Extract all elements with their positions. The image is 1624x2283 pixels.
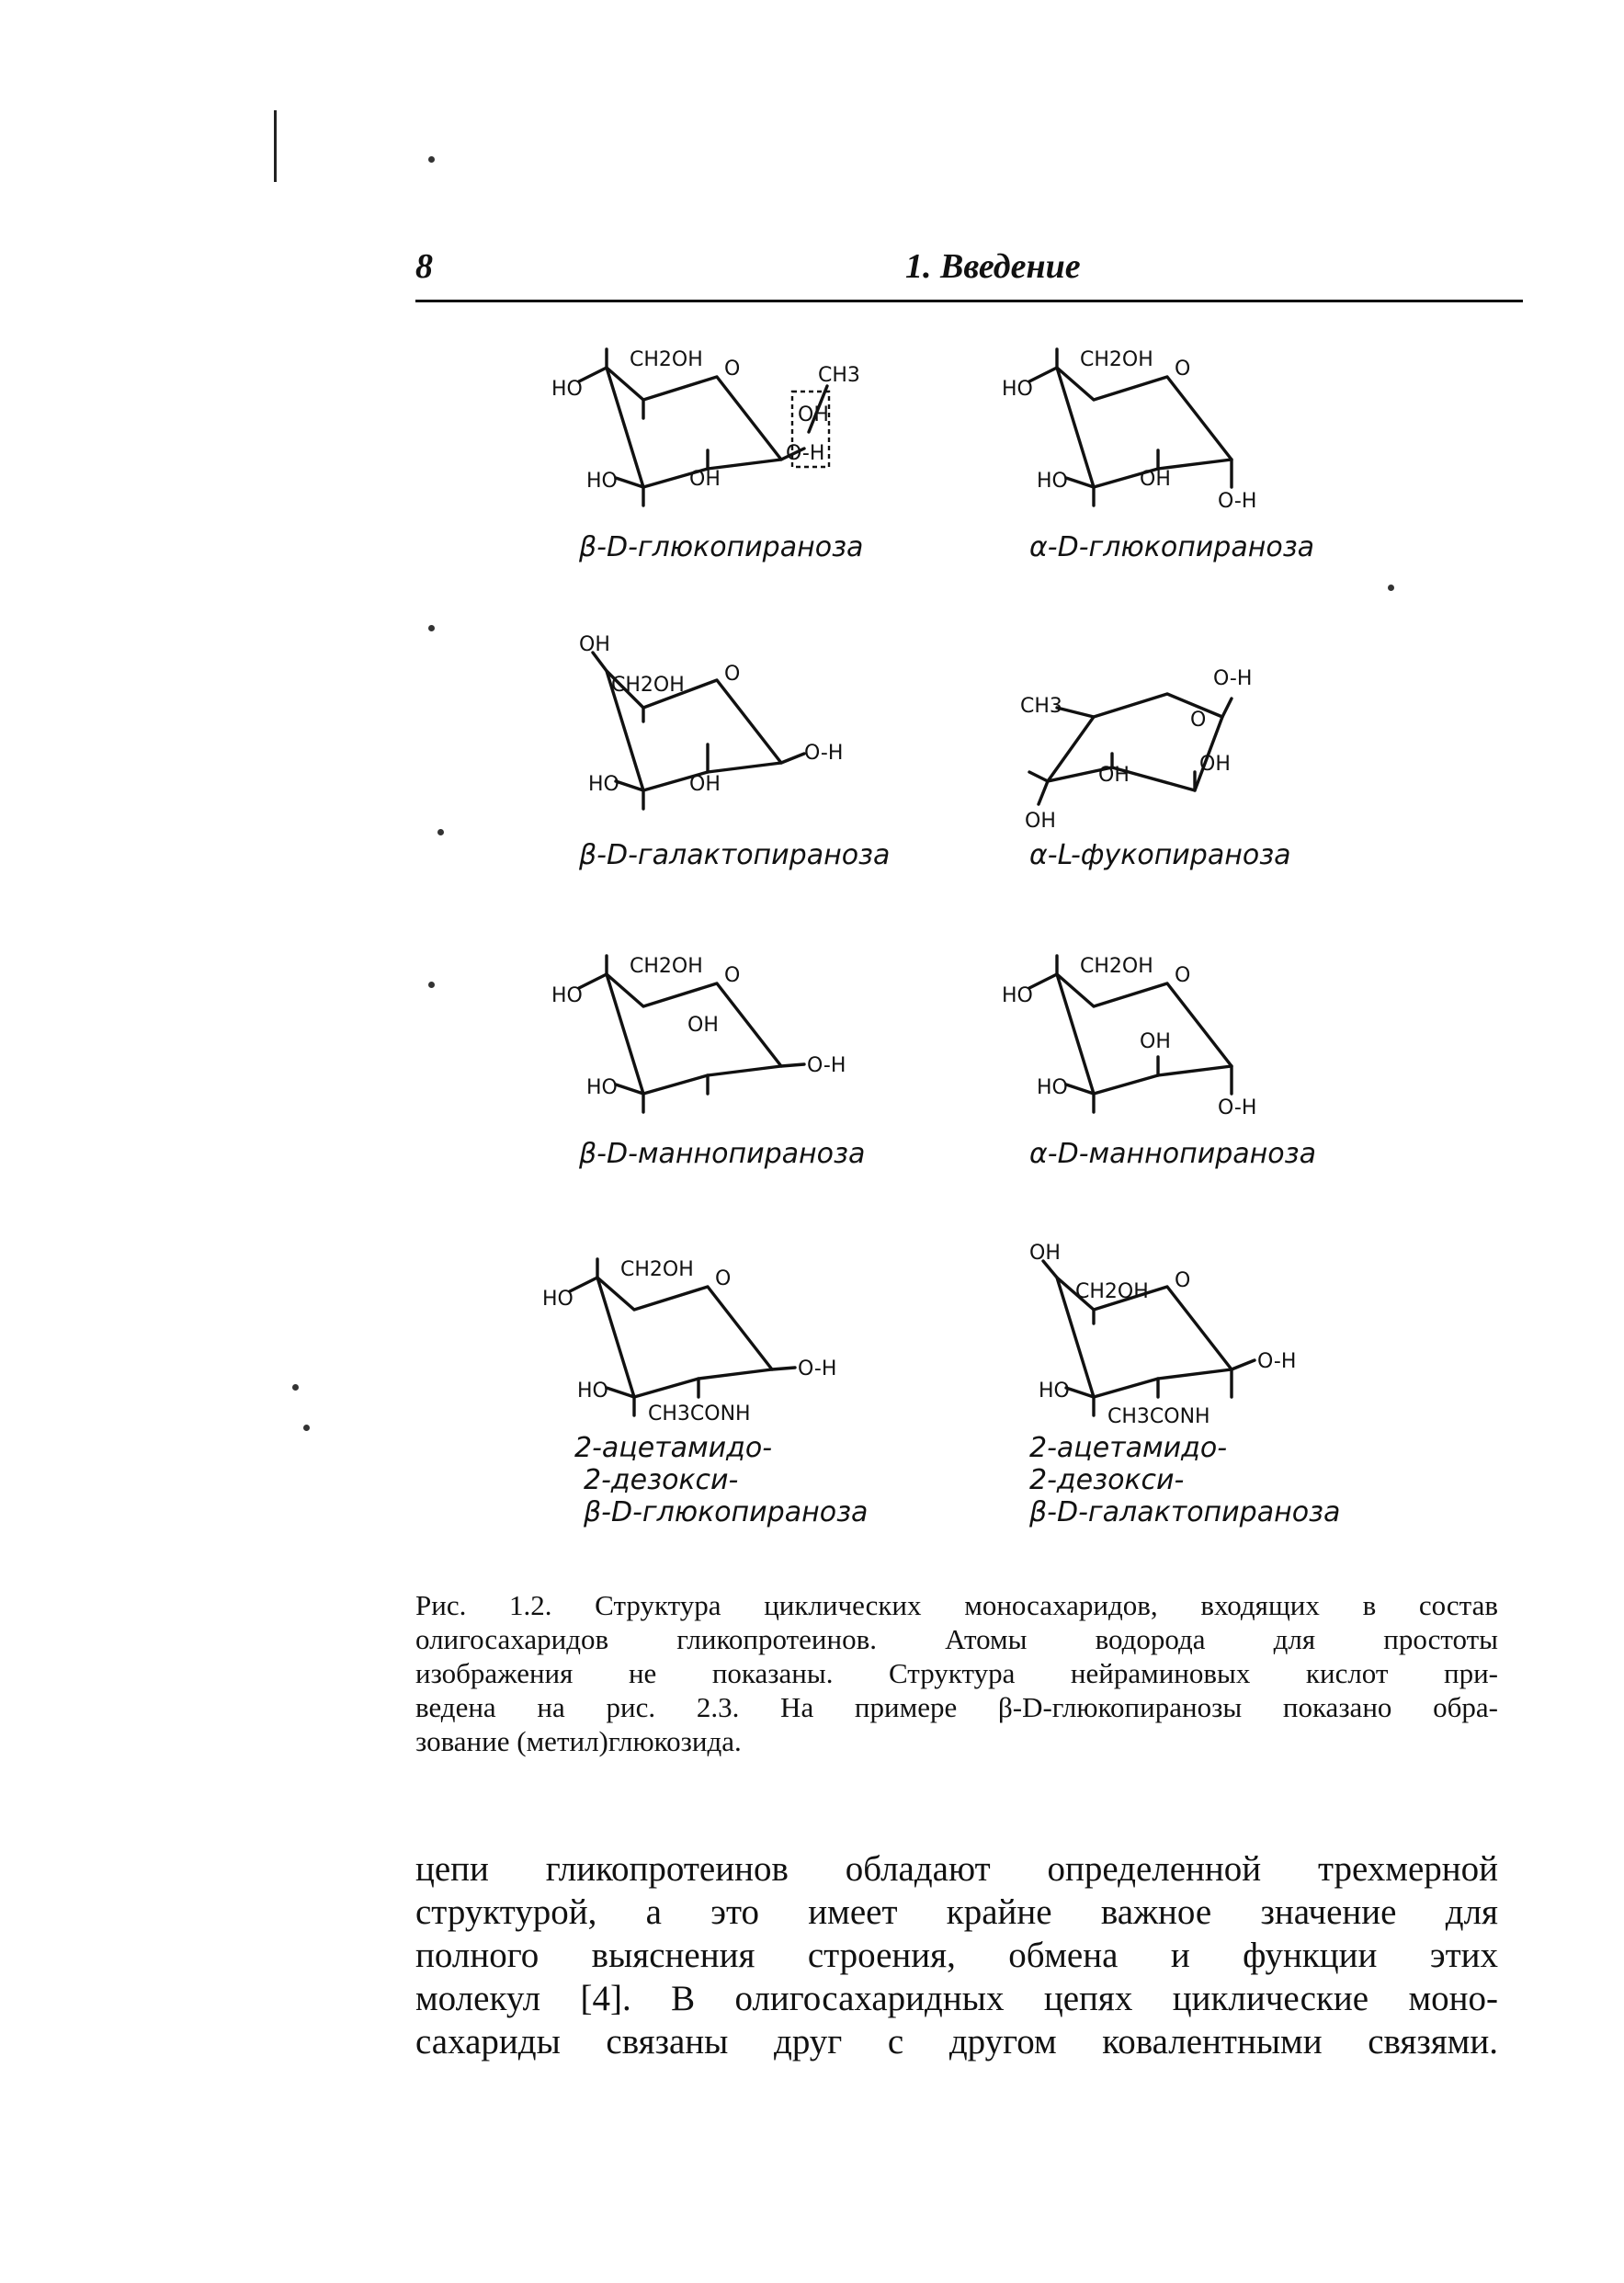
monosaccharide-structures-figure (515, 331, 1397, 1553)
body-paragraph (415, 1847, 1498, 2063)
chapter-title: 1. Введение (905, 247, 1081, 286)
atom-o-h: O-H (804, 742, 844, 765)
caption-line: зование (метил)глюкозида. (415, 1725, 742, 1757)
body-line: цепи гликопротеинов обладают определенной трехмерной (415, 1849, 1498, 1889)
atom-ho: HO (1002, 378, 1033, 401)
atom-ho: HO (551, 984, 583, 1007)
scan-speck (428, 156, 435, 163)
atom-ring-o: O (1190, 709, 1207, 732)
atom-ch2oh: CH2OH (1080, 348, 1153, 371)
structure-caption: α-D-глюкопираноза (1029, 531, 1315, 563)
atom-ring-o: O (1175, 964, 1191, 987)
structure-caption-line: β-D-глюкопираноза (584, 1496, 869, 1528)
structure-alpha-d-glucopyranose (1002, 348, 1314, 563)
header-rule (415, 300, 1523, 302)
structure-caption-line: β-D-галактопираноза (1029, 1496, 1341, 1528)
atom-ring-o: O (1175, 358, 1191, 380)
structure-beta-d-mannopyranose (551, 955, 865, 1170)
structure-caption: β-D-галактопираноза (579, 839, 891, 871)
body-line: структурой, а это имеет крайне важное значение для (415, 1892, 1498, 1932)
structure-beta-d-glucopyranose (551, 348, 863, 563)
figure-caption (415, 1588, 1498, 1758)
atom-o-h: O-H (807, 1054, 846, 1077)
atom-ch2oh: CH2OH (630, 348, 703, 371)
atom-ho: HO (1039, 1380, 1070, 1403)
atom-ch2oh: CH2OH (630, 955, 703, 978)
atom-o-h: O-H (1218, 490, 1257, 513)
atom-ho: HO (588, 773, 619, 796)
atom-ring-o: O (724, 663, 741, 686)
scan-speck (437, 829, 444, 835)
atom-ho: HO (586, 470, 618, 493)
structure-beta-d-galactopyranose (578, 633, 890, 871)
structure-2-acetamido-2-deoxy-beta-d-glucopyranose (542, 1258, 868, 1528)
atom-oh: OH (1199, 753, 1231, 776)
structure-alpha-l-fucopyranose (1020, 667, 1291, 871)
caption-line: ведена на рис. 2.3. На примере β-D-глюкопиранозы показано обра- (415, 1691, 1498, 1723)
scan-speck (428, 625, 435, 631)
atom-ch2oh: CH2OH (620, 1258, 694, 1281)
structure-caption: β-D-маннопираноза (579, 1138, 866, 1170)
structure-caption: α-L-фукопираноза (1029, 839, 1291, 871)
atom-o-h: O-H (786, 442, 825, 465)
caption-line: Рис. 1.2. Структура циклических моносахаридов, входящих в состав (415, 1589, 1498, 1621)
structure-alpha-d-mannopyranose (1002, 955, 1316, 1170)
atom-ho: HO (551, 378, 583, 401)
page-number: 8 (415, 247, 433, 286)
structure-caption-line: 2-ацетамидо- (574, 1432, 773, 1464)
body-line: молекул [4]. В олигосахаридных цепях циклические моно- (415, 1979, 1498, 2018)
structure-caption-line: 2-ацетамидо- (1029, 1432, 1228, 1464)
structure-caption-line: 2-дезокси- (584, 1464, 739, 1496)
atom-ho: HO (586, 1076, 618, 1099)
atom-ch2oh: CH2OH (1080, 955, 1153, 978)
scan-speck (428, 982, 435, 988)
atom-ring-o: O (715, 1267, 732, 1290)
atom-o-h: O-H (1213, 667, 1253, 690)
atom-ch3: CH3 (818, 364, 860, 387)
caption-line: олигосахаридов гликопротеинов. Атомы водорода для простоты (415, 1623, 1498, 1655)
atom-o-h: O-H (1218, 1096, 1257, 1119)
atom-ring-o: O (724, 964, 741, 987)
atom-ho: HO (1002, 984, 1033, 1007)
atom-oh: OH (579, 633, 610, 656)
structure-caption-line: 2-дезокси- (1029, 1464, 1185, 1496)
atom-ch2oh: CH2OH (1075, 1280, 1149, 1303)
atom-o-h: O-H (798, 1357, 837, 1380)
atom-ch3conh: CH3CONH (1107, 1405, 1210, 1428)
atom-ring-o: O (724, 358, 741, 380)
scan-margin-mark (274, 110, 277, 182)
atom-oh: OH (687, 1014, 719, 1037)
scan-speck (292, 1384, 299, 1391)
atom-oh: OH (1029, 1242, 1061, 1265)
caption-line: изображения не показаны. Структура нейраминовых кислот при- (415, 1657, 1498, 1689)
atom-o-h: O-H (1257, 1350, 1297, 1373)
atom-ch2oh: CH2OH (611, 674, 685, 697)
atom-ch3: CH3 (1020, 695, 1062, 718)
atom-oh: OH (1098, 764, 1130, 787)
structure-caption: β-D-глюкопираноза (579, 531, 864, 563)
body-line: сахариды связаны друг с другом ковалентными связями. (415, 2022, 1498, 2062)
atom-oh: OH (1025, 810, 1056, 833)
scan-speck (303, 1425, 310, 1431)
atom-oh: OH (1140, 1030, 1171, 1053)
structure-2-acetamido-2-deoxy-beta-d-galactopyranose (1028, 1242, 1340, 1528)
atom-ho: HO (1037, 470, 1068, 493)
atom-ho: HO (1037, 1076, 1068, 1099)
atom-oh: OH (798, 403, 829, 426)
atom-ho: HO (542, 1288, 574, 1311)
body-line: полного выяснения строения, обмена и функции этих (415, 1936, 1498, 1975)
atom-oh: OH (1140, 468, 1171, 491)
atom-ring-o: O (1175, 1269, 1191, 1292)
atom-ch3conh: CH3CONH (648, 1403, 751, 1425)
atom-oh: OH (689, 468, 721, 491)
atom-oh: OH (689, 773, 721, 796)
atom-ho: HO (577, 1380, 608, 1403)
structure-caption: α-D-маннопираноза (1029, 1138, 1316, 1170)
